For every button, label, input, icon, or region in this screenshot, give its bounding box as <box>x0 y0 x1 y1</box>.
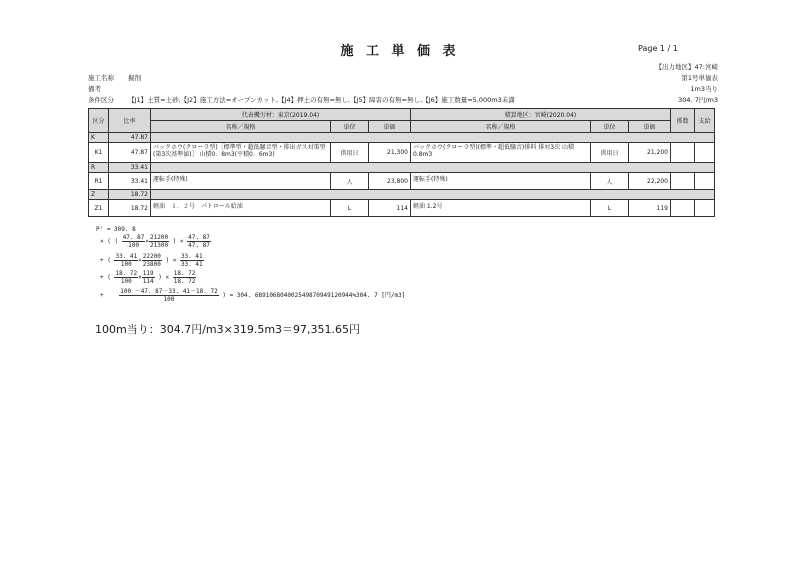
rep-price: 21,300 <box>369 143 411 163</box>
est-name: 軽油 1.2号 <box>411 200 591 217</box>
col-rep-price: 単価 <box>369 121 411 133</box>
col-est-unit: 単位 <box>591 121 629 133</box>
est-price: 119 <box>629 200 671 217</box>
item-code: Z1 <box>89 200 109 217</box>
rep-unit: 人 <box>331 173 369 190</box>
col-rep-group: 代表機労材：東京(2019.04) <box>151 109 411 121</box>
formula-p-line: P' = 309. 8 <box>96 226 136 233</box>
item-ratio: 47.87 <box>109 143 151 163</box>
rep-price: 23,800 <box>369 173 411 190</box>
output-area: 【出力地区】47:宮崎 <box>655 63 718 71</box>
group-code: K <box>89 133 109 143</box>
meta-name-row <box>88 73 141 82</box>
rep-price: 114 <box>369 200 411 217</box>
est-price: 22,200 <box>629 173 671 190</box>
rep-name: 軽油 １．２号 パトロール給油 <box>151 200 331 217</box>
unit-price: 304. 7円/m3 <box>678 96 718 104</box>
item-row-z1 <box>89 200 715 217</box>
rep-unit: 供用日 <box>331 143 369 163</box>
note-label: 備考 <box>88 85 101 93</box>
col-est-price: 単価 <box>629 121 671 133</box>
item-ratio: 18.72 <box>109 200 151 217</box>
col-coef: 係数 <box>671 109 695 133</box>
item-ratio: 33.41 <box>109 173 151 190</box>
formula-line-3: + ( $\frac{18. 72}{100}$ × $\frac{119}{114}$ ) × $\frac{18. 72}{18. 72}$ <box>100 270 196 285</box>
cond-label: 条件区分 <box>88 96 114 104</box>
header-row-2 <box>89 121 715 133</box>
group-code: R <box>89 163 109 173</box>
col-category: 区分 <box>89 109 109 133</box>
group-ratio: 18.72 <box>109 190 151 200</box>
group-row-z <box>89 190 715 200</box>
group-ratio: 33.41 <box>109 163 151 173</box>
document-title: 施 工 単 価 表 <box>340 44 460 59</box>
summary-line: 100m当り：304.7円/m3×319.5m3＝97,351.65円 <box>95 323 361 336</box>
est-unit: 人 <box>591 173 629 190</box>
est-name: バックホウ(クローラ型)(標準・超低騒音)排料 排対3次 山積0.8m3 <box>411 143 591 163</box>
group-code: Z <box>89 190 109 200</box>
rep-name: 運転手(特殊) <box>151 173 331 190</box>
est-unit: L <box>591 200 629 217</box>
cond-value: 【J1】土質=土砂,【J2】施工方法=オープンカット,【J4】押土の有無=無し,【J5】障害の有無=無し,【J6】施工数量=5,000m3未満 <box>128 96 515 104</box>
col-rep-unit: 単位 <box>331 121 369 133</box>
item-code: K1 <box>89 143 109 163</box>
meta-cond-row <box>88 95 515 104</box>
header-row-1 <box>89 109 715 121</box>
per-unit-label: 1m3当り <box>690 85 718 93</box>
col-spec: 支給 <box>695 109 715 133</box>
table-number: 第1号単価表 <box>681 74 718 82</box>
name-label: 施工名称 <box>88 74 114 82</box>
est-unit: 供用日 <box>591 143 629 163</box>
formula-line-4: + $\frac{100 -47. 87-33. 41-18. 72}{100}$ ) = 304. 689106804002549870949120944≒304. 7 [円/m3] <box>100 288 406 303</box>
item-row-r1 <box>89 173 715 190</box>
formula-line-1: × ( ( $\frac{47. 87}{100}$ × $\frac{21200}{21300}$ ) × $\frac{47. 87}{47. 87}$ <box>100 234 210 249</box>
unit-price-table <box>88 108 715 217</box>
group-ratio: 47.87 <box>109 133 151 143</box>
col-est-group: 積算地区：宮崎(2020.04) <box>411 109 671 121</box>
est-name: 運転手(特殊) <box>411 173 591 190</box>
group-row-k <box>89 133 715 143</box>
rep-name: バックホウ(クローラ型)［標準型・超低騒音型・排出ガス対策型(第3次基準値)］ 山積0．8m3(平積0．6m3) <box>151 143 331 163</box>
est-price: 21,200 <box>629 143 671 163</box>
item-row-k1 <box>89 143 715 163</box>
col-rep-name: 名称／規格 <box>151 121 331 133</box>
rep-unit: L <box>331 200 369 217</box>
col-ratio: 比率 <box>109 109 151 133</box>
col-est-name: 名称／規格 <box>411 121 591 133</box>
meta-note-row <box>88 84 126 93</box>
page-number: Page 1 / 1 <box>638 44 678 53</box>
item-code: R1 <box>89 173 109 190</box>
formula-line-2: + ( $\frac{33. 41}{100}$ × $\frac{22200}{23800}$ ) × $\frac{33. 41}{33. 41}$ <box>100 253 203 268</box>
name-value: 掘削 <box>128 74 142 82</box>
group-row-r <box>89 163 715 173</box>
